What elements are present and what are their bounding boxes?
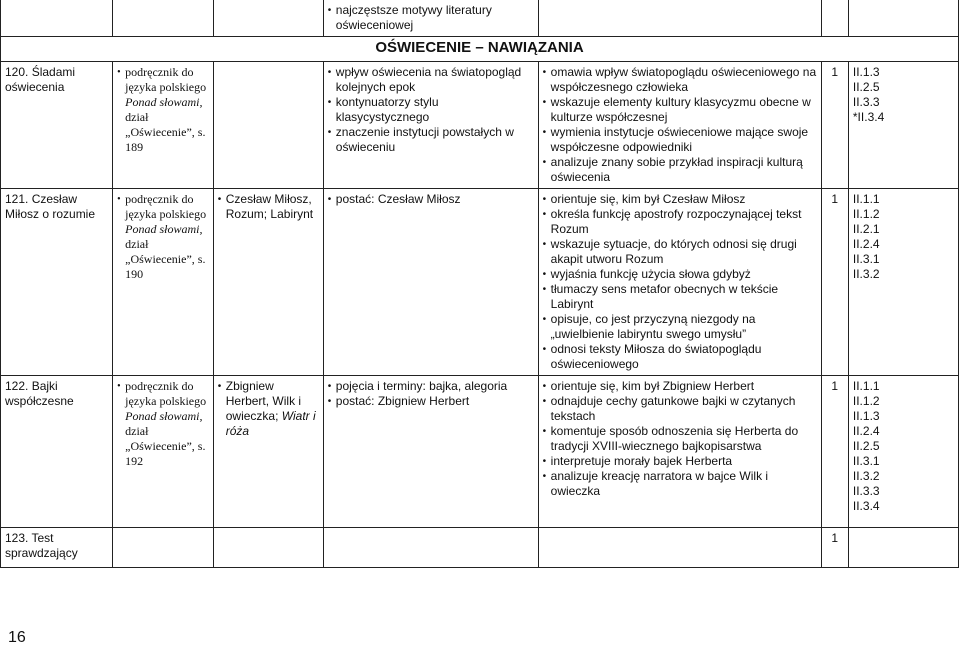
- material-book: Ponad słowami,: [125, 409, 203, 423]
- goal-item: • tłumaczy sens metafor obecnych w tekście Labirynt: [543, 282, 817, 312]
- goal-item: • analizuje znany sobie przykład inspiracji kulturą oświecenia: [543, 155, 817, 185]
- goal-item: • wskazuje elementy kultury klasycyzmu obecne w kulturze współczesnej: [543, 95, 817, 125]
- lesson-cell: 123. Test sprawdzający: [1, 528, 113, 568]
- requirements-cell: II.1.3 II.2.5 II.3.3 *II.3.4: [848, 62, 958, 189]
- materials-list: [117, 192, 209, 282]
- goal-item: • wyjaśnia funkcję użycia słowa gdybyż: [543, 267, 817, 282]
- text-item: Zbigniew Herbert, Wilk i owieczka;: [225, 379, 302, 423]
- material-text: podręcznik do języka polskiego: [125, 379, 207, 408]
- goal-item: • analizuje kreację narratora w bajce Wilk i owieczka: [543, 469, 817, 499]
- texts-list: [218, 379, 319, 439]
- goals-list: [543, 65, 817, 185]
- goal-item: • orientuje się, kim był Zbigniew Herbert: [543, 379, 817, 394]
- hours-cell: 1: [821, 528, 848, 568]
- section-title: OŚWIECENIE – NAWIĄZANIA: [1, 37, 959, 62]
- topic-item: • kontynuatorzy stylu klasycystycznego: [328, 95, 534, 125]
- table-row: [1, 376, 959, 528]
- goals-list: [543, 379, 817, 499]
- goal-item: • określa funkcję apostrofy rozpoczynającej tekst Rozum: [543, 207, 817, 237]
- table-row: [1, 62, 959, 189]
- topics-list: [328, 65, 534, 155]
- material-section: dział „Oświecenie”,: [125, 237, 195, 266]
- topic-item: • postać: Czesław Miłosz: [328, 192, 534, 207]
- hours-cell: 1: [821, 189, 848, 376]
- goals-list: [543, 192, 817, 372]
- topic-item: • pojęcia i terminy: bajka, alegoria: [328, 379, 534, 394]
- materials-list: [117, 65, 209, 155]
- topic-item: • postać: Zbigniew Herbert: [328, 394, 534, 409]
- topics-list: [328, 379, 534, 409]
- material-section: dział „Oświecenie”,: [125, 110, 195, 139]
- lesson-cell: 122. Bajki współczesne: [1, 376, 113, 528]
- material-section: dział „Oświecenie”,: [125, 424, 195, 453]
- material-page: s. 189: [125, 125, 206, 154]
- goal-item: • komentuje sposób odnoszenia się Herberta do tradycji XVIII-wiecznego bajkopisarstwa: [543, 424, 817, 454]
- goal-item: • odnosi teksty Miłosza do światopoglądu oświeceniowego: [543, 342, 817, 372]
- lesson-cell: 120. Śladami oświecenia: [1, 62, 113, 189]
- page-number: 16: [8, 629, 26, 646]
- hours-cell: 1: [821, 62, 848, 189]
- hours-cell: 1: [821, 376, 848, 528]
- material-text: podręcznik do języka polskiego: [125, 65, 207, 94]
- text-item: • Czesław Miłosz, Rozum; Labirynt: [218, 192, 319, 222]
- goal-item: • interpretuje morały bajek Herberta: [543, 454, 817, 469]
- material-text: podręcznik do języka polskiego: [125, 192, 207, 221]
- topic-item: • znaczenie instytucji powstałych w oświeceniu: [328, 125, 534, 155]
- goal-item: • odnajduje cechy gatunkowe bajki w czytanych tekstach: [543, 394, 817, 424]
- material-book: Ponad słowami,: [125, 95, 203, 109]
- texts-list: [218, 192, 319, 222]
- goal-item: • wskazuje sytuacje, do których odnosi się drugi akapit utworu Rozum: [543, 237, 817, 267]
- goal-item: • orientuje się, kim był Czesław Miłosz: [543, 192, 817, 207]
- topic-item: • wpływ oświecenia na światopogląd kolejnych epok: [328, 65, 534, 95]
- table-row: [1, 189, 959, 376]
- requirements-cell: II.1.1 II.1.2 II.1.3 II.2.4 II.2.5 II.3.1 II.3.2 II.3.3 II.3.4: [848, 376, 958, 528]
- goal-item: • omawia wpływ światopoglądu oświeceniowego na współczesnego człowieka: [543, 65, 817, 95]
- material-page: s. 192: [125, 439, 206, 468]
- table-row: [1, 528, 959, 568]
- topics-list: [328, 192, 534, 207]
- topic-item: • najczęstsze motywy literatury oświeceniowej: [328, 3, 534, 33]
- material-book: Ponad słowami,: [125, 222, 203, 236]
- goal-item: • opisuje, co jest przyczyną niezgody na „uwielbienie labiryntu swego umysłu”: [543, 312, 817, 342]
- requirements-cell: II.1.1 II.1.2 II.2.1 II.2.4 II.3.1 II.3.2: [848, 189, 958, 376]
- material-page: s. 190: [125, 252, 206, 281]
- goal-item: • wymienia instytucje oświeceniowe mające swoje współczesne odpowiedniki: [543, 125, 817, 155]
- lesson-cell: 121. Czesław Miłosz o rozumie: [1, 189, 113, 376]
- materials-list: [117, 379, 209, 469]
- text-item: Wiatr i róża: [225, 409, 316, 438]
